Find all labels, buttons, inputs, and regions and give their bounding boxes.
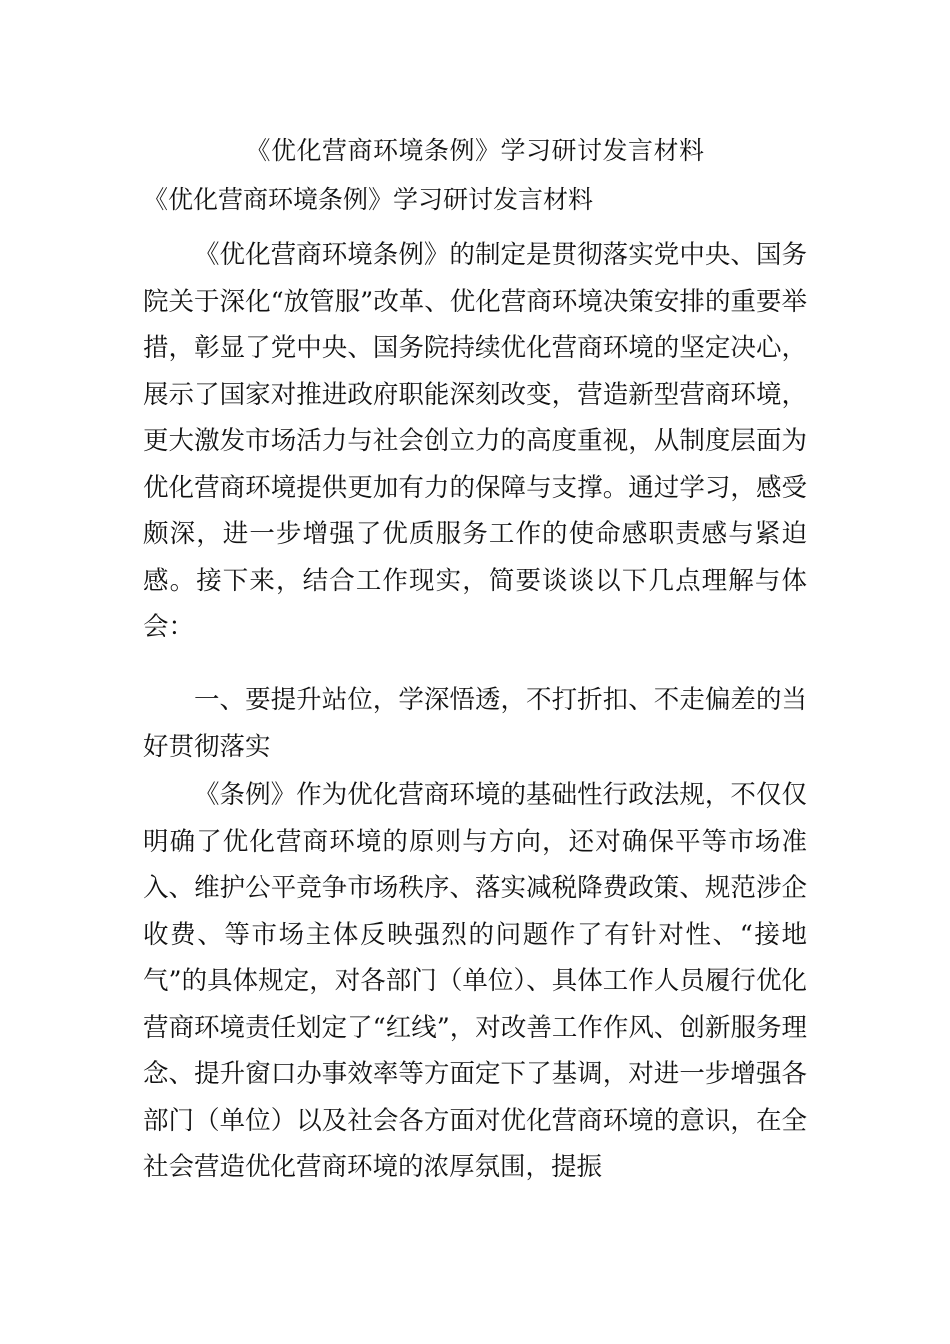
paragraph-intro xyxy=(143,232,807,651)
paragraph-text: 《条例》作为优化营商环境的基础性行政法规，不仅仅明确了优化营商环境的原则与方向，还对确保平等市场准入、维护公平竞争市场秩序、落实减税降费政策、规范涉企收费、等市场主体反映强烈的问题作了有针对性、“接地气”的具体规定，对各部门（单位）、具体工作人员履行优化营商环境责任划定了“红线”，对改善工作作风、创新服务理念、提升窗口办事效率等方面定下了基调，对进一步增强各部门（单位）以及社会各方面对优化营商环境的意识，在全社会营造优化营商环境的浓厚氛围，提振 xyxy=(143,780,807,1182)
document-subtitle: 《优化营商环境条例》学习研讨发言材料 xyxy=(143,185,594,214)
paragraph-section-1 xyxy=(143,772,807,1191)
document-title: 《优化营商环境条例》学习研讨发言材料 xyxy=(245,136,705,165)
paragraph-text: 《优化营商环境条例》的制定是贯彻落实党中央、国务院关于深化“放管服”改革、优化营商环境决策安排的重要举措，彰显了党中央、国务院持续优化营商环境的坚定决心，展示了国家对推进政府职能深刻改变，营造新型营商环境，更大激发市场活力与社会创立力的高度重视，从制度层面为优化营商环境提供更加有力的保障与支撑。通过学习，感受颇深，进一步增强了优质服务工作的使命感职责感与紧迫感。接下来，结合工作现实，简要谈谈以下几点理解与体会： xyxy=(143,240,807,642)
section-heading-1 xyxy=(143,677,807,770)
section-heading-text: 一、要提升站位，学深悟透，不打折扣、不走偏差的当好贯彻落实 xyxy=(143,685,807,762)
